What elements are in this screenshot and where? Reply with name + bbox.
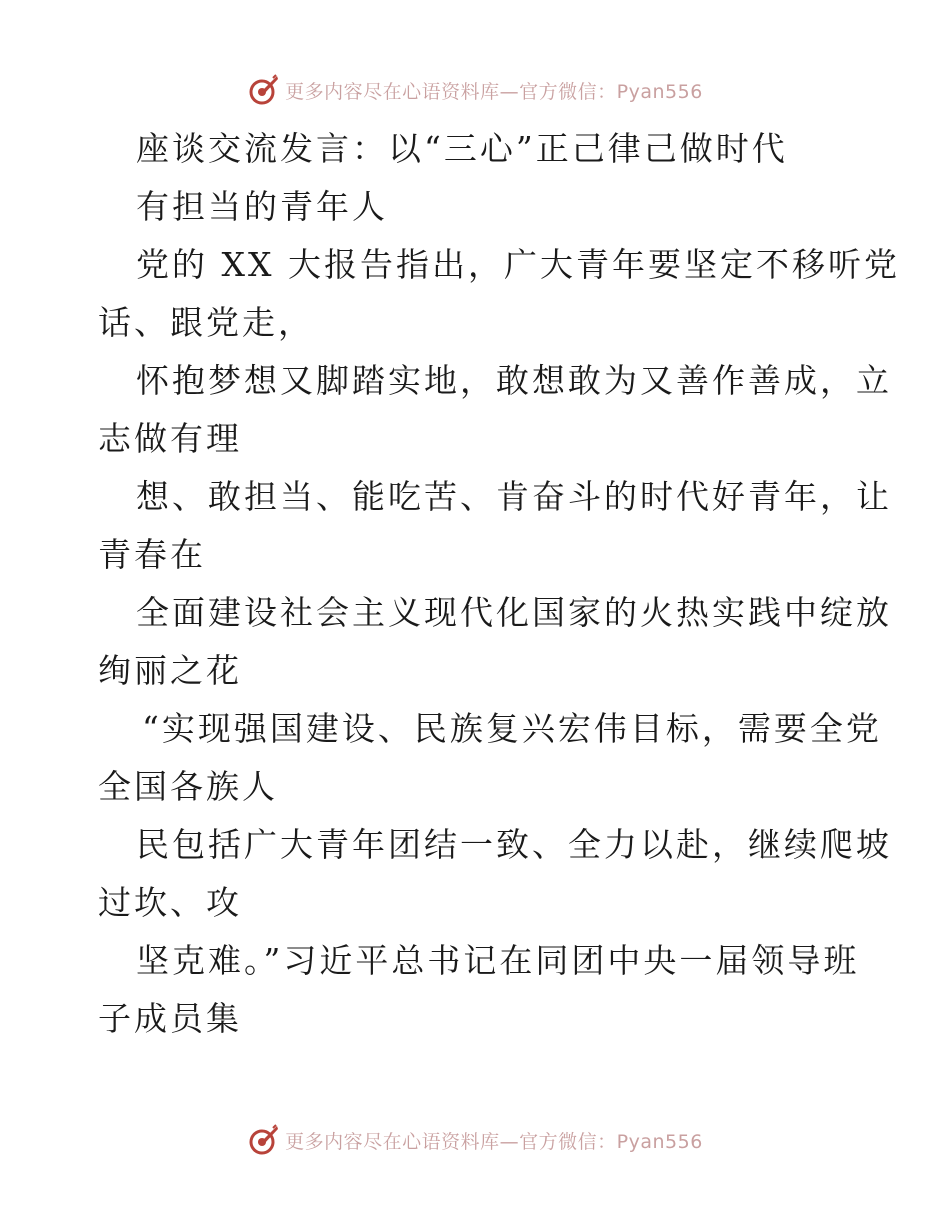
banner-text xyxy=(285,77,703,104)
banner-wechat-text: 官方微信：Pyan556 xyxy=(519,80,703,103)
banner-text xyxy=(285,1127,703,1154)
doc-line: “实现强国建设、民族复兴宏伟目标，需要全党 xyxy=(142,709,882,748)
doc-line: 党的 XX 大报告指出，广大青年要坚定不移听党 xyxy=(136,245,900,284)
doc-line: 志做有理 xyxy=(98,419,242,458)
doc-title-line-1: 座谈交流发言：以“三心”正己律己做时代 xyxy=(136,129,788,168)
doc-line: 子成员集 xyxy=(98,999,242,1038)
doc-line: 想、敢担当、能吃苦、肯奋斗的时代好青年，让 xyxy=(136,477,892,516)
header-banner xyxy=(0,70,950,110)
doc-line: 话、跟党走， xyxy=(98,303,314,342)
banner-dash: — xyxy=(499,80,520,103)
banner-left-text: 更多内容尽在心语资料库 xyxy=(285,80,500,103)
quill-logo-icon xyxy=(247,1123,281,1157)
document-body xyxy=(98,120,900,1048)
doc-title-line-2: 有担当的青年人 xyxy=(136,187,388,226)
doc-line: 民包括广大青年团结一致、全力以赴，继续爬坡 xyxy=(136,825,892,864)
banner-left-text: 更多内容尽在心语资料库 xyxy=(285,1130,500,1153)
banner-wechat-text: 官方微信：Pyan556 xyxy=(519,1130,703,1153)
doc-line: 绚丽之花 xyxy=(98,651,242,690)
doc-line: 怀抱梦想又脚踏实地，敢想敢为又善作善成，立 xyxy=(136,361,892,400)
banner-dash: — xyxy=(499,1130,520,1153)
footer-banner xyxy=(0,1120,950,1160)
doc-line: 过坎、攻 xyxy=(98,883,242,922)
doc-line: 坚克难。”习近平总书记在同团中央一届领导班 xyxy=(136,941,860,980)
doc-line: 青春在 xyxy=(98,535,206,574)
doc-line: 全面建设社会主义现代化国家的火热实践中绽放 xyxy=(136,593,892,632)
quill-logo-icon xyxy=(247,73,281,107)
doc-line: 全国各族人 xyxy=(98,767,278,806)
